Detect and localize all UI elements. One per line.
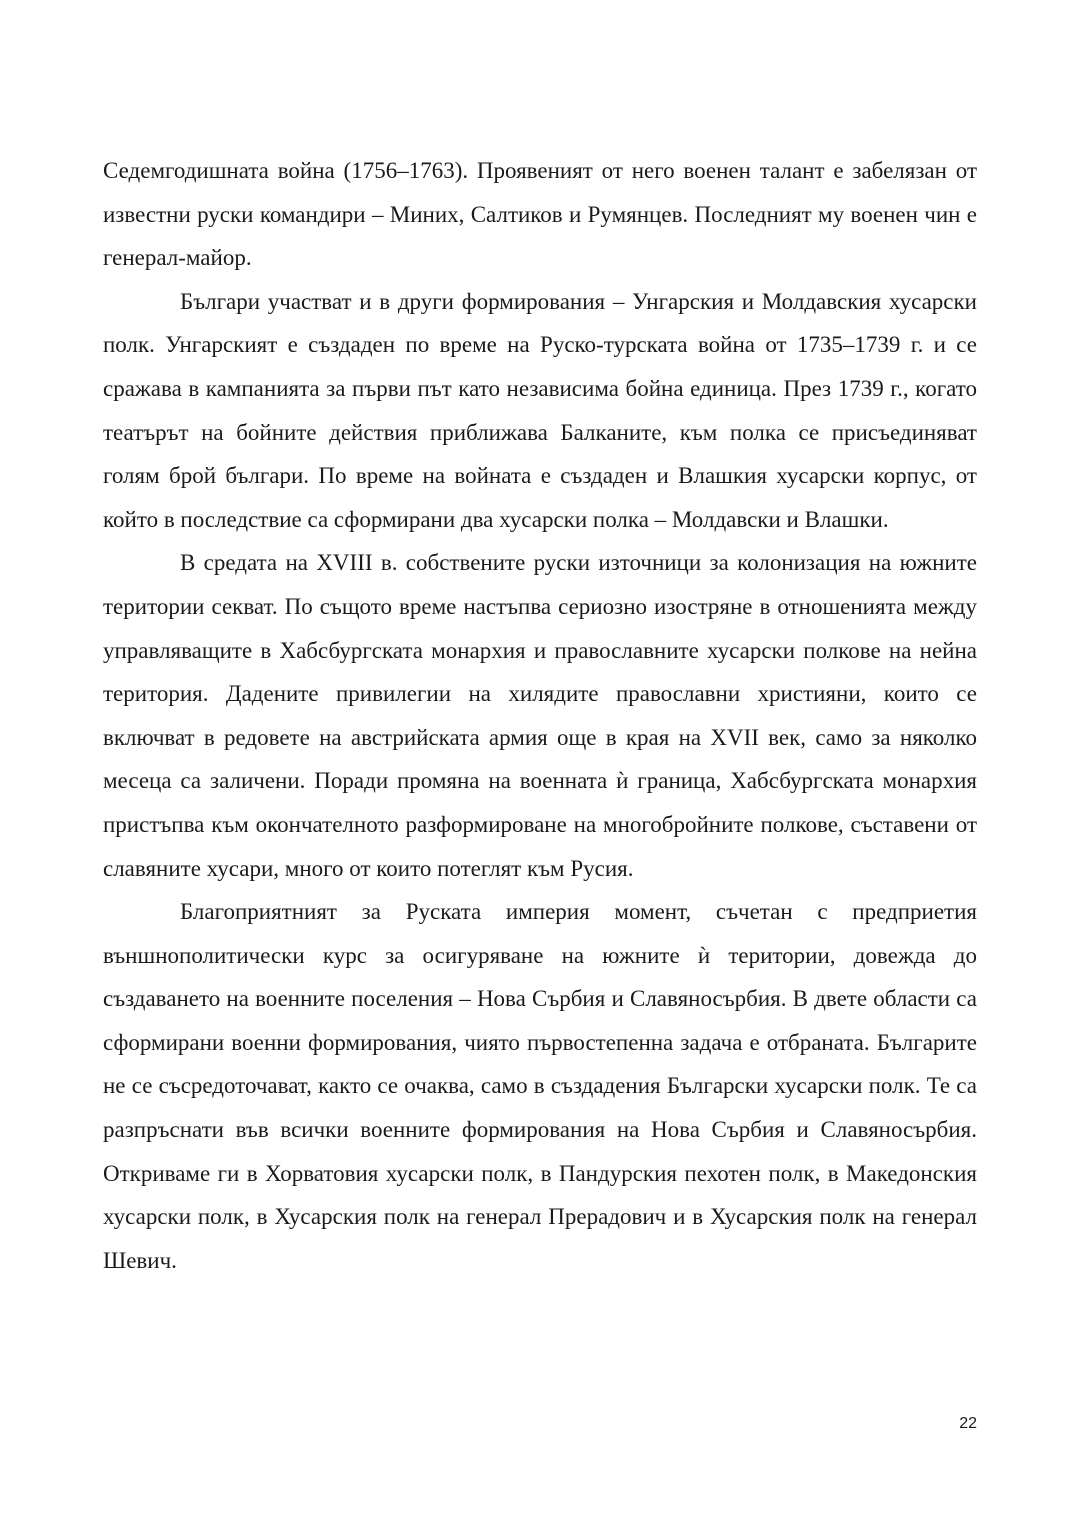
body-text [103,149,977,1282]
paragraph-1: Седемгодишната война (1756–1763). Проявеният от него военен талант е забелязан от известни руски командири – Миних, Салтиков и Румянцев. Последният му военен чин е генерал-майор. [103,158,977,271]
page-number: 22 [959,1415,977,1432]
paragraph-3: В средата на XVIII в. собствените руски източници за колонизация на южните територии секват. По същото време настъпва сериозно изостряне в отношенията между управляващите в Хабсбургската монархия и православните хусарски полкове на нейна територия. Дадените привилегии на хилядите православни християни, които се включват в редовете на австрийската армия още в края на XVII век, само за няколко месеца са заличени. Поради промяна на военната ѝ граница, Хабсбургската монархия пристъпва към окончателното разформироване на многобройните полкове, съставени от славяните хусари, много от които потеглят към Русия. [103,550,977,881]
paragraph-4: Благоприятният за Руската империя момент, съчетан с предприетия външнополитически курс за осигуряване на южните ѝ територии, довежда до създаването на военните поселения – Нова Сърбия и Славяносърбия. В двете области са сформирани военни формирования, чиято първостепенна задача е отбраната. Българите не се съсредоточават, както се очаква, само в създадения Български хусарски полк. Те са разпръснати във всички военните формирования на Нова Сърбия и Славяносърбия. Откриваме ги в Хорватовия хусарски полк, в Пандурския пехотен полк, в Македонския хусарски полк, в Хусарския полк на генерал Прерадович и в Хусарския полк на генерал Шевич. [103,899,977,1273]
paragraph-2: Българи участват и в други формирования – Унгарския и Молдавския хусарски полк. Унгарският е създаден по време на Руско-турската война от 1735–1739 г. и се сражава в кампанията за първи път като независима бойна единица. През 1739 г., когато театърът на бойните действия приближава Балканите, към полка се присъединяват голям брой българи. По време на войната е създаден и Влашкия хусарски корпус, от който в последствие са сформирани два хусарски полка – Молдавски и Влашки. [103,288,977,532]
